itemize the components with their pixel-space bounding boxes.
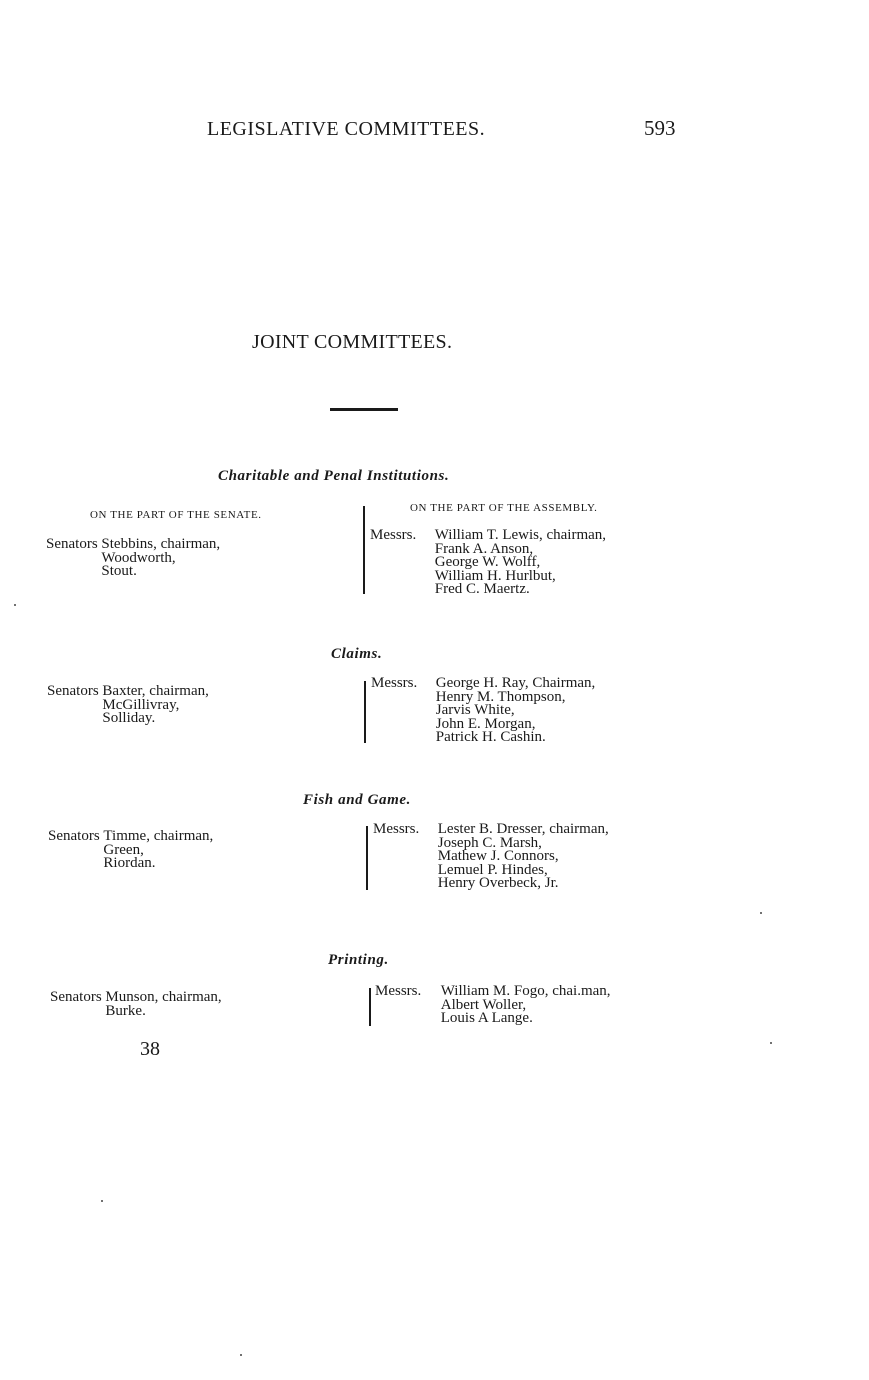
senate-prefix: Senators (47, 683, 99, 699)
list-item: McGillivray, (102, 696, 180, 713)
assembly-list-charitable (370, 529, 606, 597)
scan-speck (760, 912, 762, 914)
list-item: William T. Lewis, chairman, (434, 527, 607, 543)
assembly-prefix: Messrs. (371, 675, 418, 691)
list-item: Burke. (105, 1002, 146, 1019)
running-title: LEGISLATIVE COMMITTEES. (207, 118, 486, 140)
senate-list-charitable (46, 538, 220, 579)
list-item: Solliday. (102, 710, 156, 726)
list-item: Henry M. Thompson, (435, 688, 566, 705)
list-item: William M. Fogo, chai.man, (440, 983, 611, 999)
column-divider (366, 826, 368, 890)
list-item: Joseph C. Marsh, (437, 834, 542, 851)
list-item: Green, (103, 841, 144, 858)
senate-list-printing (50, 991, 222, 1018)
senate-prefix: Senators (50, 989, 102, 1005)
list-item: Timme, chairman, (103, 828, 214, 844)
scan-speck (101, 1200, 103, 1202)
list-item: George H. Ray, Chairman, (435, 675, 596, 691)
list-item: Albert Woller, (440, 996, 527, 1013)
senate-list-claims (47, 685, 209, 726)
list-item: George W. Wolff, (434, 554, 541, 570)
assembly-column-heading: ON THE PART OF THE ASSEMBLY. (410, 502, 598, 514)
assembly-prefix: Messrs. (373, 821, 420, 837)
senate-prefix: Senators (48, 828, 100, 844)
list-item: Munson, chairman, (105, 989, 222, 1005)
assembly-list-printing (375, 985, 611, 1026)
column-divider (363, 506, 365, 594)
list-item: Woodworth, (101, 549, 176, 566)
list-item: Henry Overbeck, Jr. (437, 875, 559, 891)
scan-speck (14, 604, 16, 606)
list-item: Fred C. Maertz. (434, 581, 530, 597)
list-item: John E. Morgan, (435, 715, 536, 732)
section-title-fish-and-game: Fish and Game. (303, 792, 412, 808)
assembly-list-claims (371, 677, 595, 745)
scan-speck (240, 1354, 242, 1356)
assembly-prefix: Messrs. (370, 527, 417, 543)
section-title-claims: Claims. (331, 646, 383, 662)
list-item: Frank A. Anson, (434, 540, 534, 557)
list-item: Lemuel P. Hindes, (437, 861, 548, 878)
list-item: Stout. (101, 563, 137, 579)
page-title: JOINT COMMITTEES. (252, 331, 453, 353)
section-title-charitable: Charitable and Penal Institutions. (218, 468, 450, 484)
list-item: Patrick H. Cashin. (435, 729, 546, 745)
senate-prefix: Senators (46, 536, 98, 552)
assembly-prefix: Messrs. (375, 983, 422, 999)
title-rule-divider (330, 408, 398, 411)
list-item: Louis A Lange. (440, 1010, 533, 1026)
list-item: Mathew J. Connors, (437, 848, 559, 864)
list-item: Stebbins, chairman, (101, 536, 221, 552)
list-item: Lester B. Dresser, chairman, (437, 821, 609, 837)
assembly-list-fish-and-game (373, 823, 609, 891)
page-number: 593 (644, 116, 676, 140)
signature-mark: 38 (140, 1038, 160, 1060)
list-item: Riordan. (103, 855, 156, 871)
section-title-printing: Printing. (328, 952, 389, 968)
senate-list-fish-and-game (48, 830, 213, 871)
scan-speck (770, 1042, 772, 1044)
list-item: William H. Hurlbut, (434, 567, 556, 584)
list-item: Baxter, chairman, (102, 683, 209, 699)
list-item: Jarvis White, (435, 702, 515, 718)
column-divider (364, 681, 366, 743)
senate-column-heading: ON THE PART OF THE SENATE. (90, 509, 262, 521)
column-divider (369, 988, 371, 1026)
